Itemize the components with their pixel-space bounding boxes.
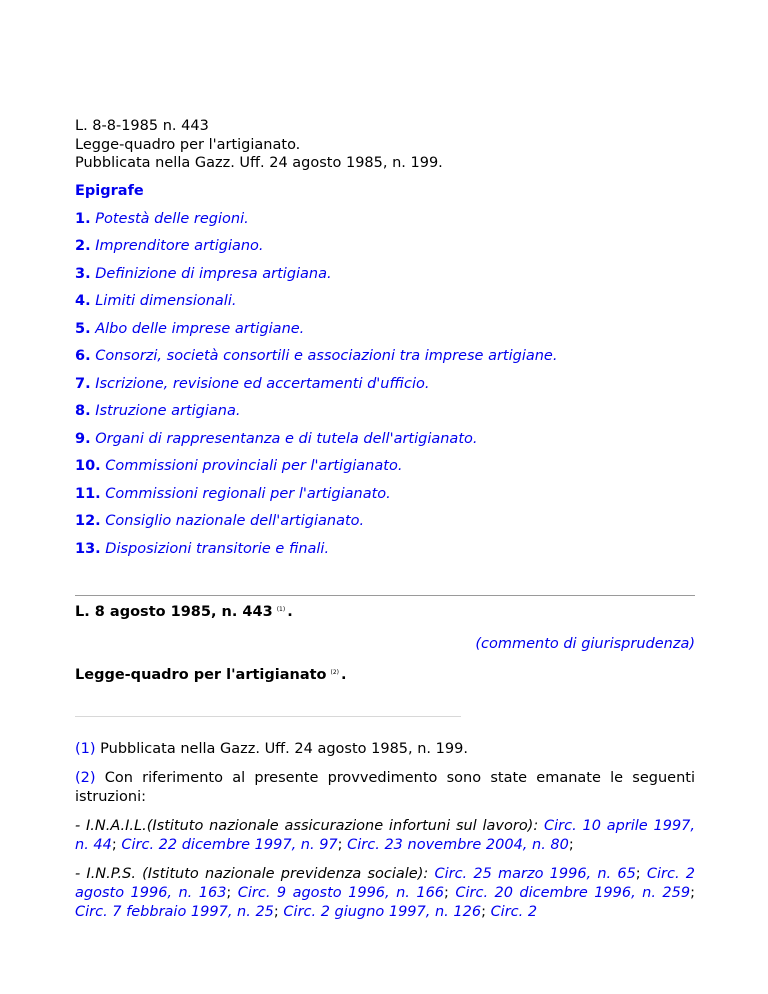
toc-item[interactable]: 6. Consorzi, società consortili e associazioni tra imprese artigiane. bbox=[75, 348, 558, 364]
toc-item[interactable]: 3. Definizione di impresa artigiana. bbox=[75, 265, 332, 282]
circ-link[interactable]: Circ. 20 dicembre 1996, n. 259 bbox=[455, 885, 691, 901]
law-subtitle: Legge-quadro per l'artigianato $^{(2)}$ . bbox=[75, 667, 347, 683]
circ-link[interactable]: Circ. 2 agosto 1996, n. 163 bbox=[75, 866, 695, 901]
toc-item[interactable]: 10. Commissioni provinciali per l'artigianato. bbox=[75, 458, 403, 474]
circ-link[interactable]: Circ. 23 novembre 2004, n. 80 bbox=[347, 837, 569, 853]
header-publication: Pubblicata nella Gazz. Uff. 24 agosto 1985, n. 199. bbox=[75, 155, 443, 172]
footnote-2-marker[interactable]: (2) bbox=[75, 770, 96, 786]
law-heading: L. 8 agosto 1985, n. 443 $^{(1)}$ . bbox=[75, 604, 293, 620]
toc-item[interactable]: 11. Commissioni regionali per l'artigianato. bbox=[75, 485, 391, 502]
toc-item[interactable]: 9. Organi di rappresentanza e di tutela dell'artigianato. bbox=[75, 430, 478, 447]
document-header bbox=[75, 117, 443, 173]
header-law-title: Legge-quadro per l'artigianato. bbox=[75, 136, 301, 153]
toc-item[interactable]: 1. Potestà delle regioni. bbox=[75, 210, 249, 227]
circ-link[interactable]: Circ. 22 dicembre 1997, n. 97 bbox=[121, 837, 338, 853]
footnote-divider bbox=[75, 716, 461, 717]
footnote-1: (1) Pubblicata nella Gazz. Uff. 24 agosto 1985, n. 199. bbox=[75, 741, 468, 757]
footnote-ref-1[interactable]: (1) bbox=[276, 606, 286, 613]
commento-link[interactable]: (commento di giurisprudenza) bbox=[475, 636, 695, 652]
toc-item[interactable]: 8. Istruzione artigiana. bbox=[75, 403, 241, 419]
circ-link[interactable]: Circ. 10 aprile 1997, n. 44 bbox=[75, 818, 696, 853]
footnotes bbox=[75, 740, 695, 932]
footnote-ref-2[interactable]: (2) bbox=[330, 669, 340, 676]
toc-link-epigrafe[interactable]: Epigrafe bbox=[75, 183, 144, 199]
toc-item[interactable]: 13. Disposizioni transitorie e finali. bbox=[75, 540, 330, 557]
inail-instructions: - I.N.A.I.L.(Istituto nazionale assicurazione infortuni sul lavoro): Circ. 10 aprile 1997, n. 44; Circ. 22 dicembre 1997, n. 97; Circ. 23 novembre 2004, n. 80; bbox=[75, 818, 696, 853]
circ-link[interactable]: Circ. 2 bbox=[490, 904, 538, 920]
circ-link[interactable]: Circ. 9 agosto 1996, n. 166 bbox=[237, 885, 445, 901]
toc-item[interactable]: 7. Iscrizione, revisione ed accertamenti d'ufficio. bbox=[75, 375, 430, 392]
circ-link[interactable]: Circ. 7 febbraio 1997, n. 25 bbox=[75, 904, 274, 920]
inps-instructions: - I.N.P.S. (Istituto nazionale previdenza sociale): Circ. 25 marzo 1996, n. 65; Circ. 2 agosto 1996, n. 163; Circ. 9 agosto 1996, n. 166; Circ. 20 dicembre 1996, n. 259; Circ. 7 febbraio 1997, n. 25; Circ. 2 giugno 1997, n. 126; Circ. 2 bbox=[75, 866, 695, 920]
circ-link[interactable]: Circ. 2 giugno 1997, n. 126 bbox=[283, 904, 482, 920]
table-of-contents bbox=[75, 181, 695, 566]
toc-item[interactable]: 5. Albo delle imprese artigiane. bbox=[75, 320, 305, 337]
section-divider bbox=[75, 595, 695, 596]
toc-item[interactable]: 2. Imprenditore artigiano. bbox=[75, 238, 264, 254]
toc-item[interactable]: 12. Consiglio nazionale dell'artigianato. bbox=[75, 513, 365, 529]
footnote-2: (2) Con riferimento al presente provvedimento sono state emanate le seguenti istruzioni: bbox=[75, 770, 695, 805]
toc-item[interactable]: 4. Limiti dimensionali. bbox=[75, 293, 237, 309]
footnote-1-marker[interactable]: (1) bbox=[75, 741, 96, 757]
header-law-ref: L. 8-8-1985 n. 443 bbox=[75, 118, 209, 134]
circ-link[interactable]: Circ. 25 marzo 1996, n. 65 bbox=[434, 866, 636, 882]
